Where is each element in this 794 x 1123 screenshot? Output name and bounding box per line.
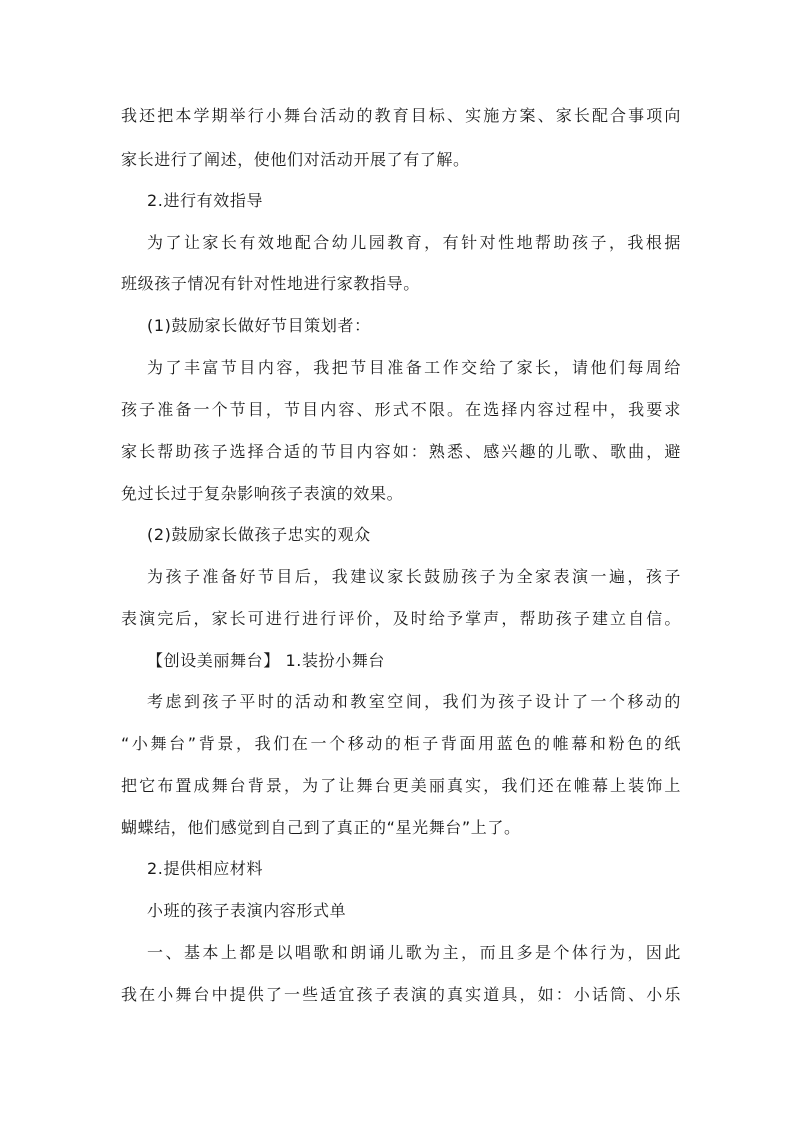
text-line: 我在小舞台中提供了一些适宜孩子表演的真实道具，如：小话筒、小乐 [121, 985, 681, 1004]
text-line: 表演完后，家长可进行进行评价，及时给予掌声，帮助孩子建立自信。 [121, 609, 681, 628]
subsection-heading: (2)鼓励家长做孩子忠实的观众 [147, 525, 371, 544]
text-line: 班级孩子情况有针对性地进行家教指导。 [121, 274, 420, 293]
text-line: 一、基本上都是以唱歌和朗诵儿歌为主，而且多是个体行为，因此 [147, 943, 681, 962]
text-line: 孩子准备一个节目，节目内容、形式不限。在选择内容过程中，我要求 [121, 400, 681, 419]
section-heading: 2.提供相应材料 [147, 859, 264, 878]
text-line: 考虑到孩子平时的活动和教室空间，我们为孩子设计了一个移动的 [147, 692, 681, 711]
text-line: 为了丰富节目内容，我把节目准备工作交给了家长，请他们每周给 [147, 358, 681, 377]
text-line: 我还把本学期举行小舞台活动的教育目标、实施方案、家长配合事项向 [121, 106, 681, 125]
text-line: 家长进行了阐述，使他们对活动开展了有了解。 [121, 150, 470, 169]
text-line: 蝴蝶结，他们感觉到自己到了真正的“星光舞台”上了。 [121, 818, 521, 837]
subsection-heading: (1)鼓励家长做好节目策划者： [147, 316, 371, 335]
text-line: 把它布置成舞台背景，为了让舞台更美丽真实，我们还在帷幕上装饰上 [121, 776, 681, 795]
text-line: 免过长过于复杂影响孩子表演的效果。 [121, 484, 404, 503]
text-line: 小班的孩子表演内容形式单 [147, 901, 347, 920]
section-heading: 2.进行有效指导 [147, 191, 264, 210]
text-line: 为了让家长有效地配合幼儿园教育，有针对性地帮助孩子，我根据 [147, 233, 681, 252]
section-heading: 【创设美丽舞台】 1.装扮小舞台 [147, 651, 385, 670]
text-line: 家长帮助孩子选择合适的节目内容如：熟悉、感兴趣的儿歌、歌曲，避 [121, 442, 681, 461]
text-line: 为孩子准备好节目后，我建议家长鼓励孩子为全家表演一遍，孩子 [147, 567, 681, 586]
text-line: “小舞台”背景，我们在一个移动的柜子背面用蓝色的帷幕和粉色的纸 [121, 734, 681, 753]
